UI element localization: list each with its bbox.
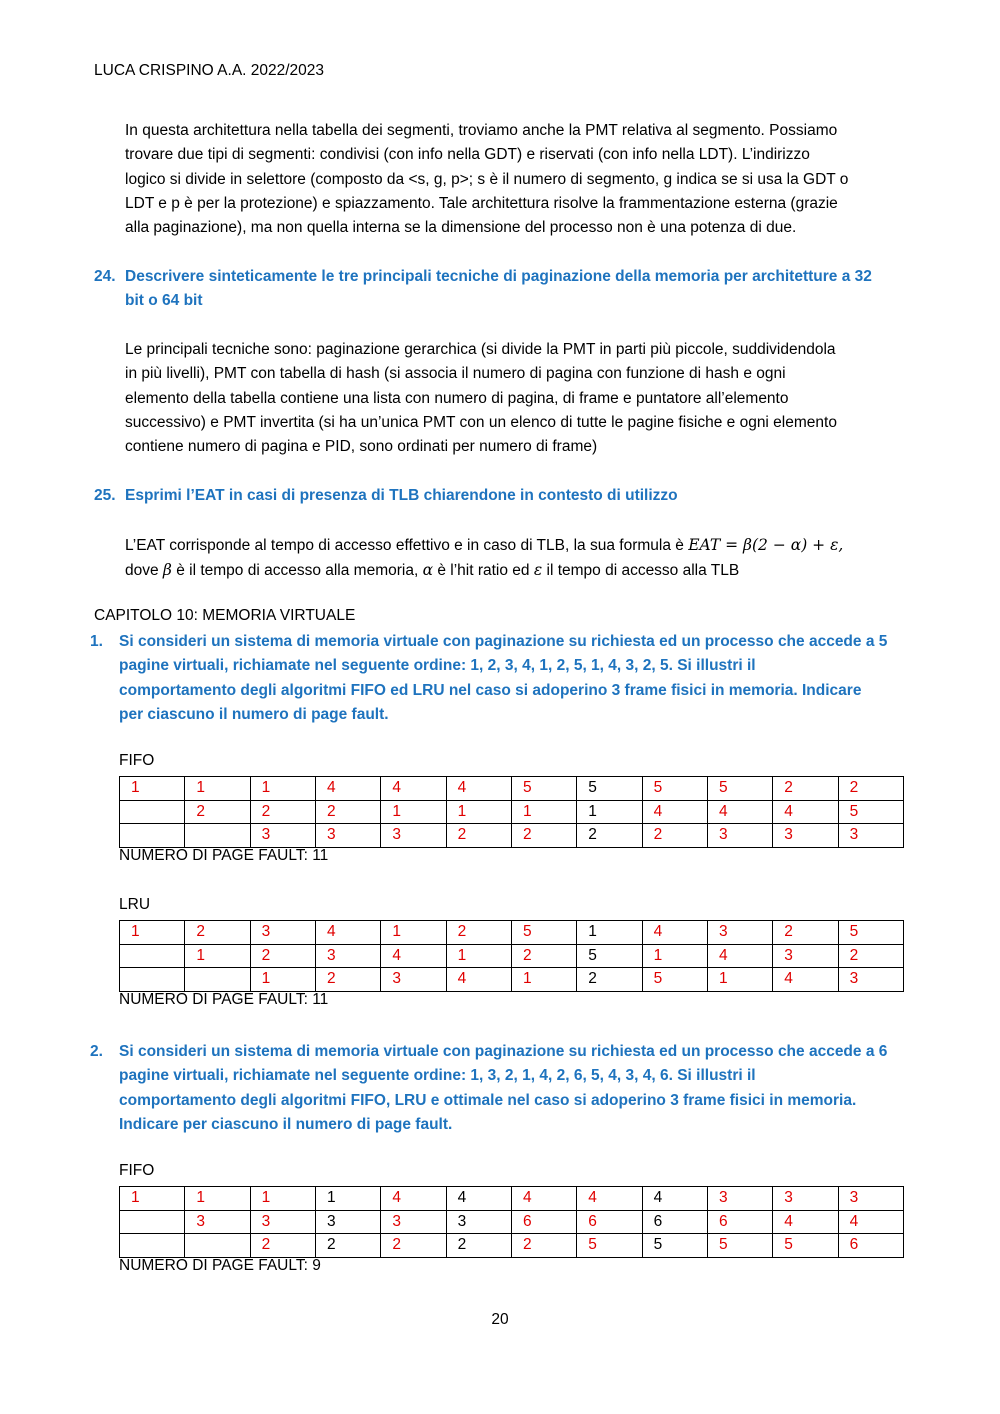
intro-line: In questa architettura nella tabella dei segmenti, troviamo anche la PMT relativa al segmento. Possiamo	[125, 122, 838, 139]
frame-cell: 2	[511, 1234, 576, 1258]
frame-cell: 4	[642, 800, 707, 824]
frame-cell: 2	[250, 800, 315, 824]
frame-cell: 5	[838, 800, 903, 824]
answer-24	[125, 338, 907, 459]
answer-line: elemento della tabella contiene una lista con numero di pagina, di frame e puntatore all’elemento	[125, 389, 789, 407]
intro-paragraph	[125, 119, 907, 240]
epsilon-symbol: ε	[533, 561, 543, 580]
frame-cell: 1	[707, 968, 772, 992]
frame-cell	[120, 1210, 185, 1234]
frame-cell: 5	[707, 777, 772, 801]
table-label-lru-1: LRU	[119, 896, 151, 913]
frame-cell: 3	[707, 921, 772, 945]
eat-formula: EAT = β(2 − α) + ε,	[688, 536, 844, 554]
frame-cell: 1	[120, 1187, 185, 1211]
question-line: comportamento degli algoritmi FIFO, LRU e ottimale nel caso si adoperino 3 frame fisici in memoria.	[119, 1091, 857, 1109]
frame-cell: 2	[642, 824, 707, 848]
frame-cell: 4	[381, 777, 446, 801]
question-line: Si consideri un sistema di memoria virtuale con paginazione su richiesta ed un processo che accede a 5	[119, 633, 888, 650]
frame-cell: 1	[120, 777, 185, 801]
table-row	[120, 944, 904, 968]
frame-cell: 1	[577, 800, 642, 824]
frame-cell: 1	[250, 968, 315, 992]
frame-cell: 3	[315, 944, 380, 968]
frame-cell: 5	[577, 944, 642, 968]
answer-line	[125, 558, 925, 583]
intro-line: trovare due tipi di segmenti: condivisi (con info nella GDT) e riservati (con info nella LDT). L’indirizzo	[125, 146, 810, 164]
frame-cell: 2	[773, 777, 838, 801]
frame-cell: 3	[381, 1210, 446, 1234]
frame-cell: 4	[446, 777, 511, 801]
frame-cell	[120, 944, 185, 968]
frame-cell: 5	[577, 777, 642, 801]
frame-cell	[120, 968, 185, 992]
question-line: Esprimi l’EAT in casi di presenza di TLB chiarendone in contesto di utilizzo	[125, 487, 678, 504]
answer-line: in più livelli), PMT con tabella di hash (si associa il numero di pagina con funzione di hash e ogni	[125, 365, 786, 383]
frame-cell: 1	[446, 800, 511, 824]
table-row	[120, 824, 904, 848]
frame-cell: 6	[642, 1210, 707, 1234]
page-header: LUCA CRISPINO A.A. 2022/2023	[94, 62, 325, 79]
frame-cell	[185, 1234, 250, 1258]
question-line: pagine virtuali, richiamate nel seguente ordine: 1, 2, 3, 4, 1, 2, 5, 1, 4, 3, 2, 5. Si illustri il	[119, 657, 756, 675]
table-row	[120, 921, 904, 945]
question-line: bit o 64 bit	[125, 292, 203, 310]
question-line: Indicare per ciascuno il numero di page fault.	[119, 1115, 453, 1133]
frame-cell: 2	[446, 921, 511, 945]
table-row	[120, 777, 904, 801]
frame-cell: 5	[707, 1234, 772, 1258]
chapter-title: CAPITOLO 10: MEMORIA VIRTUALE	[94, 607, 356, 624]
frame-cell: 5	[642, 968, 707, 992]
frame-cell: 4	[315, 777, 380, 801]
intro-line: LDT e p è per la protezione) e spiazzamento. Tale architettura risolve la frammentazione esterna (grazie	[125, 194, 838, 212]
question-number: 25.	[94, 487, 116, 504]
frame-cell: 3	[838, 1187, 903, 1211]
frame-cell: 4	[707, 800, 772, 824]
frame-cell: 2	[446, 1234, 511, 1258]
frame-cell: 1	[250, 1187, 315, 1211]
frame-cell: 6	[838, 1234, 903, 1258]
frame-cell: 4	[315, 921, 380, 945]
frame-cell: 4	[446, 968, 511, 992]
question-line: Descrivere sinteticamente le tre principali tecniche di paginazione della memoria per architetture a 32	[125, 268, 872, 285]
fifo-table-1	[119, 776, 904, 848]
frame-cell: 1	[185, 777, 250, 801]
answer-line	[125, 533, 925, 558]
frame-cell: 2	[315, 968, 380, 992]
frame-cell: 2	[446, 824, 511, 848]
frame-cell: 4	[446, 1187, 511, 1211]
question-24	[94, 265, 914, 314]
answer-text: L’EAT corrisponde al tempo di accesso effettivo e in caso di TLB, la sua formula è	[125, 537, 689, 554]
frame-cell	[120, 1234, 185, 1258]
frame-cell: 1	[315, 1187, 380, 1211]
frame-cell: 2	[381, 1234, 446, 1258]
answer-text: il tempo di accesso alla TLB	[542, 562, 740, 580]
frame-cell: 1	[381, 921, 446, 945]
page-number: 20	[491, 1311, 509, 1328]
beta-symbol: β	[162, 561, 172, 580]
answer-line: contiene numero di pagina e PID, sono ordinati per numero di frame)	[125, 438, 598, 456]
page-fault-count-fifo-1: NUMERO DI PAGE FAULT: 11	[119, 847, 329, 864]
answer-text: è l’hit ratio ed	[433, 562, 534, 580]
frame-cell: 2	[511, 944, 576, 968]
question-25	[94, 484, 914, 508]
frame-cell: 3	[381, 968, 446, 992]
question-number: 24.	[94, 268, 116, 285]
frame-cell: 3	[773, 1187, 838, 1211]
frame-cell: 4	[773, 968, 838, 992]
frame-cell: 4	[381, 944, 446, 968]
chapter-question-1	[90, 630, 910, 727]
frame-cell: 2	[185, 800, 250, 824]
frame-cell: 4	[838, 1210, 903, 1234]
intro-line: logico si divide in selettore (composto da <s, g, p>; s è il numero di segmento, g indica se si usa la GDT o	[125, 170, 849, 188]
question-line: Si consideri un sistema di memoria virtuale con paginazione su richiesta ed un processo che accede a 6	[119, 1043, 888, 1060]
answer-25	[125, 533, 925, 584]
frame-cell: 3	[250, 1210, 315, 1234]
frame-cell: 3	[250, 824, 315, 848]
fifo-table-2	[119, 1186, 904, 1258]
frame-cell: 5	[511, 777, 576, 801]
frame-cell: 4	[381, 1187, 446, 1211]
frame-cell: 2	[838, 777, 903, 801]
frame-cell: 5	[577, 1234, 642, 1258]
frame-cell: 1	[185, 944, 250, 968]
question-number: 1.	[90, 633, 103, 650]
answer-text: dove	[125, 562, 163, 580]
frame-cell: 2	[773, 921, 838, 945]
question-line: comportamento degli algoritmi FIFO ed LRU nel caso si adoperino 3 frame fisici in memoria. Indicare	[119, 681, 862, 699]
frame-cell: 3	[315, 1210, 380, 1234]
question-number: 2.	[90, 1043, 103, 1060]
frame-cell	[185, 968, 250, 992]
frame-cell: 3	[838, 824, 903, 848]
frame-cell: 3	[773, 824, 838, 848]
table-row	[120, 968, 904, 992]
frame-cell: 2	[250, 944, 315, 968]
alpha-symbol: α	[422, 561, 434, 580]
frame-cell: 1	[185, 1187, 250, 1211]
frame-cell: 5	[642, 1234, 707, 1258]
frame-cell: 1	[250, 777, 315, 801]
frame-cell: 3	[185, 1210, 250, 1234]
lru-table-1	[119, 920, 904, 992]
frame-cell: 3	[381, 824, 446, 848]
frame-cell: 1	[511, 800, 576, 824]
frame-cell: 2	[250, 1234, 315, 1258]
frame-cell: 4	[707, 944, 772, 968]
frame-cell: 1	[511, 968, 576, 992]
frame-cell: 4	[642, 921, 707, 945]
question-line: per ciascuno il numero di page fault.	[119, 705, 389, 723]
frame-cell: 5	[773, 1234, 838, 1258]
frame-cell: 3	[446, 1210, 511, 1234]
frame-cell: 2	[511, 824, 576, 848]
table-row	[120, 1234, 904, 1258]
page-fault-count-fifo-2: NUMERO DI PAGE FAULT: 9	[119, 1257, 321, 1274]
table-row	[120, 1187, 904, 1211]
page-fault-count-lru-1: NUMERO DI PAGE FAULT: 11	[119, 991, 329, 1008]
intro-line: alla paginazione), ma non quella interna se la dimensione del processo non è una potenza di due.	[125, 219, 797, 237]
frame-cell: 5	[838, 921, 903, 945]
frame-cell: 3	[707, 1187, 772, 1211]
frame-cell: 2	[577, 824, 642, 848]
frame-cell: 5	[642, 777, 707, 801]
frame-cell: 1	[381, 800, 446, 824]
table-label-fifo-1: FIFO	[119, 752, 155, 769]
frame-cell: 4	[577, 1187, 642, 1211]
frame-cell: 4	[773, 1210, 838, 1234]
frame-cell: 4	[511, 1187, 576, 1211]
frame-cell	[120, 824, 185, 848]
frame-cell: 3	[707, 824, 772, 848]
frame-cell: 2	[185, 921, 250, 945]
frame-cell	[185, 824, 250, 848]
frame-cell: 2	[315, 800, 380, 824]
frame-cell: 3	[250, 921, 315, 945]
frame-cell: 2	[838, 944, 903, 968]
table-row	[120, 800, 904, 824]
table-row	[120, 1210, 904, 1234]
question-line: pagine virtuali, richiamate nel seguente ordine: 1, 3, 2, 1, 4, 2, 6, 5, 4, 3, 4, 6. Si illustri il	[119, 1067, 756, 1085]
frame-cell: 2	[315, 1234, 380, 1258]
frame-cell: 1	[446, 944, 511, 968]
frame-cell: 3	[838, 968, 903, 992]
frame-cell: 6	[707, 1210, 772, 1234]
frame-cell: 4	[642, 1187, 707, 1211]
frame-cell: 4	[773, 800, 838, 824]
frame-cell: 6	[511, 1210, 576, 1234]
table-label-fifo-2: FIFO	[119, 1162, 155, 1179]
frame-cell: 3	[773, 944, 838, 968]
frame-cell	[120, 800, 185, 824]
frame-cell: 3	[315, 824, 380, 848]
answer-line: Le principali tecniche sono: paginazione gerarchica (si divide la PMT in parti più piccole, suddividendola	[125, 341, 836, 358]
frame-cell: 5	[511, 921, 576, 945]
chapter-question-2	[90, 1040, 910, 1137]
frame-cell: 6	[577, 1210, 642, 1234]
frame-cell: 2	[577, 968, 642, 992]
answer-line: successivo) e PMT invertita (si ha un’unica PMT con un elenco di tutte le pagine fisiche e ogni elemento	[125, 413, 837, 431]
frame-cell: 1	[120, 921, 185, 945]
frame-cell: 1	[642, 944, 707, 968]
answer-text: è il tempo di accesso alla memoria,	[171, 562, 423, 580]
frame-cell: 1	[577, 921, 642, 945]
